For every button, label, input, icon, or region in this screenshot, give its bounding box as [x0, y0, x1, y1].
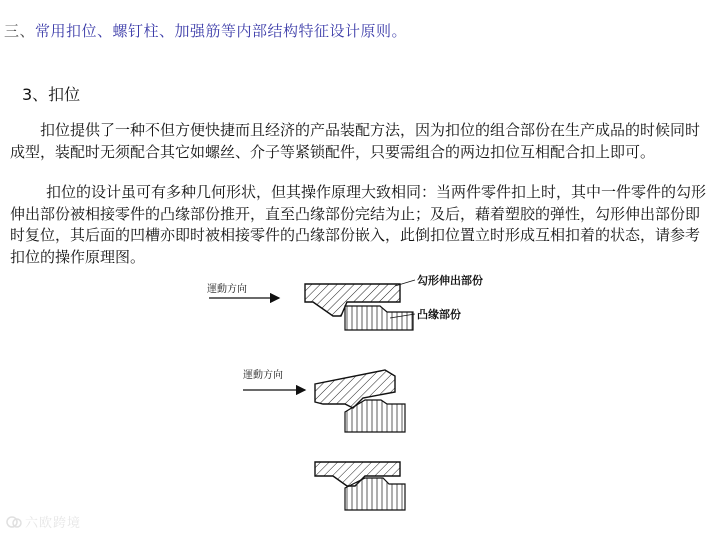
motion-label-1: 運動方向 [207, 284, 247, 295]
flange-part-1 [345, 306, 413, 330]
heading-number: 三、 [4, 22, 36, 40]
page-heading [4, 20, 407, 41]
motion-label-2: 運動方向 [243, 370, 283, 381]
hook-label: 勾形伸出部份 [417, 274, 483, 287]
watermark-logo-icon [6, 515, 22, 529]
paragraph-2: 扣位的设计虽可有多种几何形状，但其操作原理大致相同：当两件零件扣上时，其中一件零件的勾形伸出部份被相接零件的凸缘部份推开，直至凸缘部份完结为止；及后，藉着塑胶的弹性，勾形伸出部份即时复位，其后面的凹槽亦即时被相接零件的凸缘部份嵌入，此倒扣位置立时形成互相扣着的状态，请参考扣位的操作原理图。 [10, 183, 707, 266]
stage-3 [315, 462, 405, 510]
watermark [6, 512, 81, 531]
stage-1 [207, 273, 483, 330]
flange-label: 凸缘部份 [417, 308, 461, 321]
snap-fit-diagram [205, 272, 505, 540]
paragraph-1: 扣位提供了一种不但方便快捷而且经济的产品装配方法，因为扣位的组合部份在生产成品的时候同时成型，装配时无须配合其它如螺丝、介子等紧锁配件，只要需组合的两边扣位互相配合扣上即可。 [10, 121, 701, 161]
stage-2 [243, 368, 405, 432]
watermark-text: 六欧跨境 [25, 516, 82, 531]
heading-title: 常用扣位、螺钉柱、加强筋等内部结构特征设计原则。 [35, 22, 408, 40]
section-title: 3、扣位 [22, 85, 81, 104]
hook-leader [395, 280, 415, 286]
